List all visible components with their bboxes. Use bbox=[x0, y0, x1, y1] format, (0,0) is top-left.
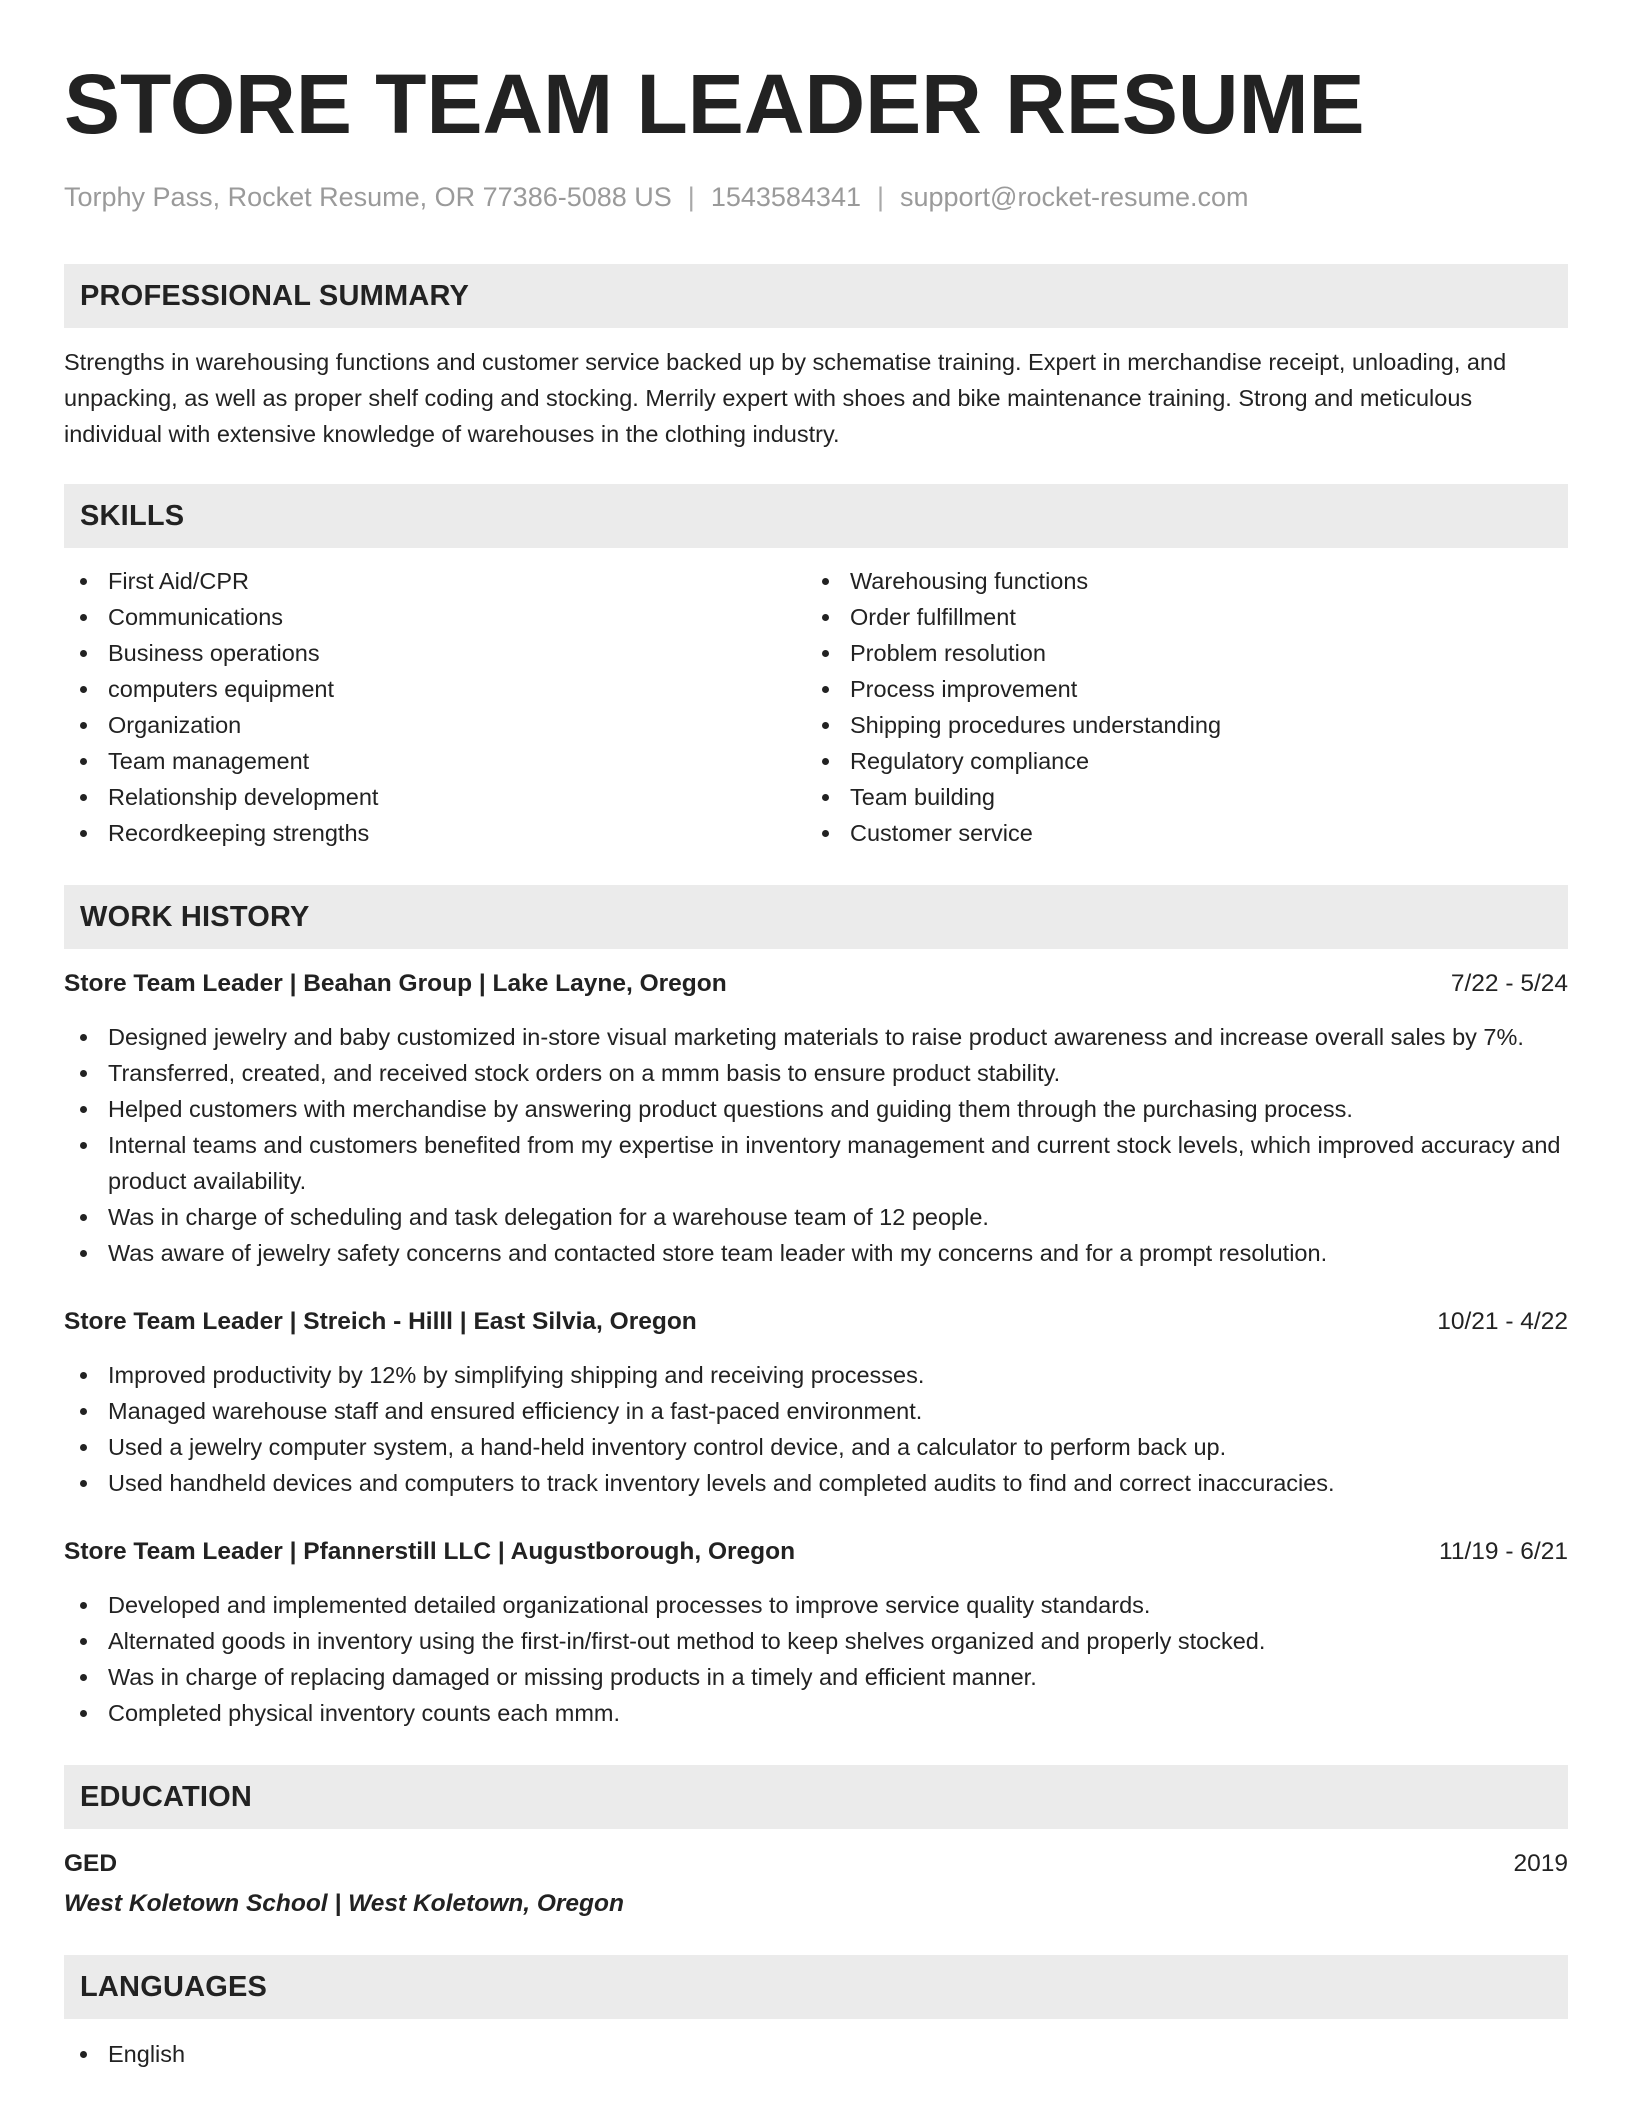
section-heading-summary: PROFESSIONAL SUMMARY bbox=[64, 264, 1568, 328]
job-bullet: Managed warehouse staff and ensured efficiency in a fast-paced environment. bbox=[64, 1393, 1568, 1429]
skill-item: Shipping procedures understanding bbox=[806, 707, 1548, 743]
education-year: 2019 bbox=[1513, 1850, 1568, 1877]
skill-item: First Aid/CPR bbox=[64, 563, 806, 599]
job-title: Store Team Leader | Beahan Group | Lake Layne, Oregon bbox=[64, 970, 727, 997]
skill-item: Team management bbox=[64, 743, 806, 779]
job-title: Store Team Leader | Streich - Hilll | East Silvia, Oregon bbox=[64, 1308, 697, 1335]
job-header bbox=[64, 1305, 1568, 1339]
job-bullet: Helped customers with merchandise by answering product questions and guiding them through the purchasing process. bbox=[64, 1091, 1568, 1127]
skills-column-right bbox=[806, 563, 1548, 851]
skill-item: Organization bbox=[64, 707, 806, 743]
job-bullet: Was in charge of replacing damaged or missing products in a timely and efficient manner. bbox=[64, 1659, 1568, 1695]
skill-item: Relationship development bbox=[64, 779, 806, 815]
job-bullet: Used handheld devices and computers to track inventory levels and completed audits to find and correct inaccuracies. bbox=[64, 1465, 1568, 1501]
skills-grid bbox=[64, 563, 1568, 851]
skill-item: Order fulfillment bbox=[806, 599, 1548, 635]
job-bullet: Completed physical inventory counts each mmm. bbox=[64, 1695, 1568, 1731]
job-header bbox=[64, 1535, 1568, 1569]
skill-item: Regulatory compliance bbox=[806, 743, 1548, 779]
job-bullet: Was in charge of scheduling and task delegation for a warehouse team of 12 people. bbox=[64, 1199, 1568, 1235]
skill-item: Recordkeeping strengths bbox=[64, 815, 806, 851]
job-dates: 7/22 - 5/24 bbox=[1450, 970, 1568, 997]
contact-separator: | bbox=[687, 182, 695, 212]
section-heading-languages: LANGUAGES bbox=[64, 1955, 1568, 2019]
job-bullet: Internal teams and customers benefited from my expertise in inventory management and current stock levels, which improved accuracy and product availability. bbox=[64, 1127, 1568, 1199]
section-heading-education: EDUCATION bbox=[64, 1765, 1568, 1829]
job-bullet: Designed jewelry and baby customized in-store visual marketing materials to raise product awareness and increase overall sales by 7%. bbox=[64, 1019, 1568, 1055]
job-header bbox=[64, 967, 1568, 1001]
job-dates: 11/19 - 6/21 bbox=[1439, 1538, 1568, 1565]
job-bullet: Used a jewelry computer system, a hand-held inventory control device, and a calculator to perform back up. bbox=[64, 1429, 1568, 1465]
contact-address: Torphy Pass, Rocket Resume, OR 77386-5088 US bbox=[64, 182, 672, 212]
section-heading-work-history: WORK HISTORY bbox=[64, 885, 1568, 949]
job-bullets bbox=[64, 1587, 1568, 1731]
skill-item: Business operations bbox=[64, 635, 806, 671]
education-header bbox=[64, 1847, 1568, 1881]
job-bullet: Transferred, created, and received stock orders on a mmm basis to ensure product stability. bbox=[64, 1055, 1568, 1091]
job-entry bbox=[64, 1535, 1568, 1731]
skills-column-left bbox=[64, 563, 806, 851]
language-item: English bbox=[64, 2036, 1568, 2072]
job-bullet: Developed and implemented detailed organizational processes to improve service quality standards. bbox=[64, 1587, 1568, 1623]
job-bullet: Alternated goods in inventory using the first-in/first-out method to keep shelves organized and properly stocked. bbox=[64, 1623, 1568, 1659]
contact-line bbox=[64, 180, 1568, 214]
job-bullets bbox=[64, 1019, 1568, 1271]
contact-phone: 1543584341 bbox=[710, 182, 861, 212]
languages-list bbox=[64, 2036, 1568, 2072]
contact-email: support@rocket-resume.com bbox=[900, 182, 1249, 212]
skill-item: Warehousing functions bbox=[806, 563, 1548, 599]
job-entry bbox=[64, 1305, 1568, 1501]
job-dates: 10/21 - 4/22 bbox=[1437, 1308, 1568, 1335]
job-entry bbox=[64, 967, 1568, 1271]
skill-item: Problem resolution bbox=[806, 635, 1548, 671]
job-bullets bbox=[64, 1357, 1568, 1501]
job-bullet: Was aware of jewelry safety concerns and contacted store team leader with my concerns and for a prompt resolution. bbox=[64, 1235, 1568, 1271]
summary-text: Strengths in warehousing functions and customer service backed up by schematise training. Expert in merchandise receipt, unloading, and unpacking, as well as proper shelf coding and stocking. Merrily expert with shoes and bike maintenance training. Strong and meticulous individual with extensive knowledge of warehouses in the clothing industry. bbox=[64, 349, 1507, 447]
skill-item: computers equipment bbox=[64, 671, 806, 707]
job-title: Store Team Leader | Pfannerstill LLC | Augustborough, Oregon bbox=[64, 1538, 796, 1565]
education-school: West Koletown School | West Koletown, Oregon bbox=[64, 1890, 624, 1917]
resume-title: STORE TEAM LEADER RESUME bbox=[64, 57, 1365, 151]
skill-item: Team building bbox=[806, 779, 1548, 815]
education-degree: GED bbox=[64, 1850, 118, 1877]
skill-item: Customer service bbox=[806, 815, 1548, 851]
skill-item: Communications bbox=[64, 599, 806, 635]
skill-item: Process improvement bbox=[806, 671, 1548, 707]
contact-separator: | bbox=[876, 182, 884, 212]
section-heading-skills: SKILLS bbox=[64, 484, 1568, 548]
job-bullet: Improved productivity by 12% by simplifying shipping and receiving processes. bbox=[64, 1357, 1568, 1393]
